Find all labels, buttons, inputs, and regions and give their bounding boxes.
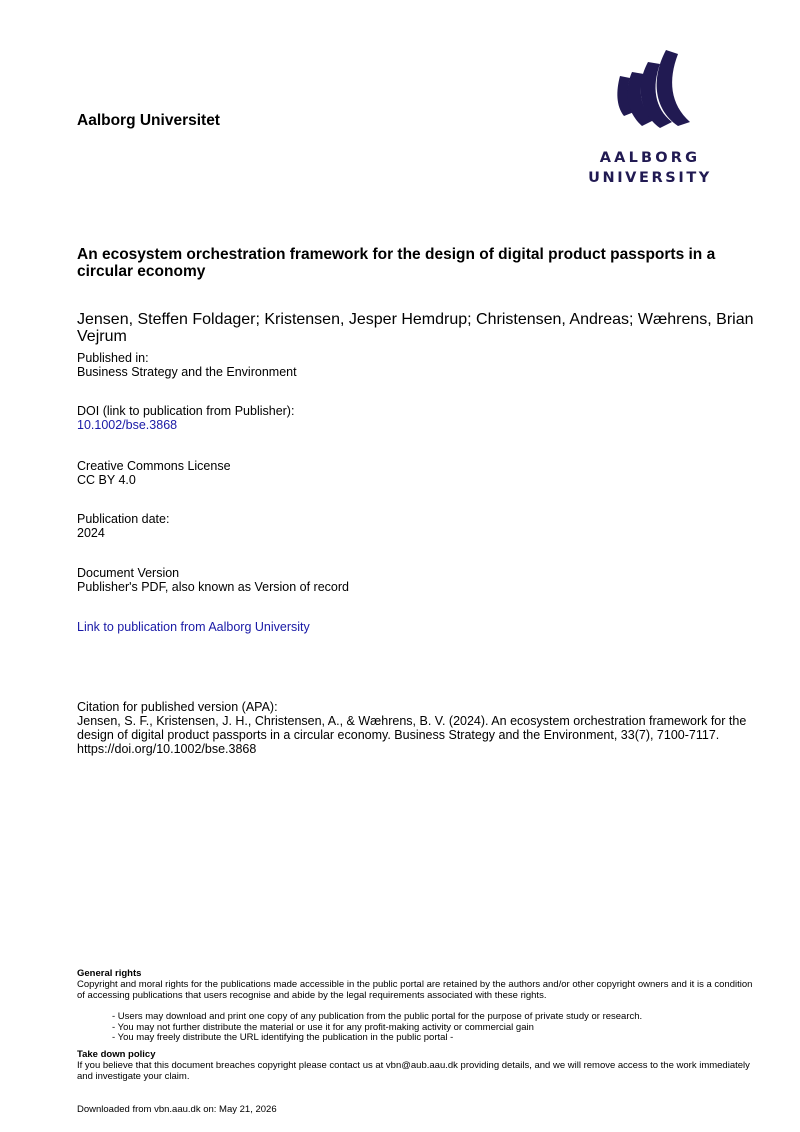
list-item: - You may not further distribute the material or use it for any profit-making activity or commercial gain xyxy=(112,1021,534,1033)
journal-name: Business Strategy and the Environment xyxy=(77,365,297,379)
publication-title: An ecosystem orchestration framework for the design of digital product passports in a circular economy xyxy=(77,246,716,280)
doi-section xyxy=(77,404,757,432)
document-version-section xyxy=(77,566,757,594)
take-down-heading: Take down policy xyxy=(77,1049,156,1060)
published-in-section xyxy=(77,351,757,379)
list-item: - Users may download and print one copy of any publication from the public portal for the purpose of private study or research. xyxy=(112,1011,643,1022)
aalborg-university-logo xyxy=(586,46,714,191)
publication-date-section xyxy=(77,512,757,540)
downloaded-note: Downloaded from vbn.aau.dk on: May 21, 2026 xyxy=(77,1104,277,1115)
license-value: CC BY 4.0 xyxy=(77,473,136,487)
list-item: - You may freely distribute the URL identifying the publication in the public portal - xyxy=(112,1032,454,1043)
document-version-value: Publisher's PDF, also known as Version of record xyxy=(77,580,349,594)
general-rights-text: Copyright and moral rights for the publications made accessible in the public portal are retained by the authors and/or other copyright owners and it is a condition of accessing publications that users recognise and abide by the legal requirements associated with these rights. xyxy=(77,979,753,1001)
citation-section xyxy=(77,700,757,756)
doi-label: DOI (link to publication from Publisher): xyxy=(77,404,295,418)
wave-logo-icon xyxy=(586,46,714,146)
citation-label: Citation for published version (APA): xyxy=(77,700,278,714)
document-version-label: Document Version xyxy=(77,566,180,580)
take-down-text: If you believe that this document breaches copyright please contact us at vbn@aub.aau.dk providing details, and we will remove access to the work immediately and investigate your claim. xyxy=(77,1060,750,1082)
portal-link[interactable]: Link to publication from Aalborg University xyxy=(77,620,310,634)
publication-date-label: Publication date: xyxy=(77,512,170,526)
logo-text-line2: UNIVERSITY xyxy=(588,170,712,186)
authors: Jensen, Steffen Foldager; Kristensen, Jesper Hemdrup; Christensen, Andreas; Wæhrens, Brian Vejrum xyxy=(77,311,754,345)
citation-text: Jensen, S. F., Kristensen, J. H., Christensen, A., & Wæhrens, B. V. (2024). An ecosystem orchestration framework for the design of digital product passports in a circular economy. Business Strategy and the Environment, 33(7), 7100-7117. https://doi.org/10.1002/bse.3868 xyxy=(77,714,747,756)
institution-name: Aalborg Universitet xyxy=(77,112,220,129)
published-in-label: Published in: xyxy=(77,351,149,365)
general-rights-heading: General rights xyxy=(77,968,142,979)
take-down-section xyxy=(77,1049,757,1082)
license-section xyxy=(77,459,757,487)
logo-text-line1: AALBORG xyxy=(599,150,701,166)
license-label: Creative Commons License xyxy=(77,459,231,473)
general-rights-section xyxy=(77,968,757,1001)
publication-date-value: 2024 xyxy=(77,526,105,540)
rights-bullet-list xyxy=(112,1012,752,1044)
doi-link[interactable]: 10.1002/bse.3868 xyxy=(77,418,178,432)
